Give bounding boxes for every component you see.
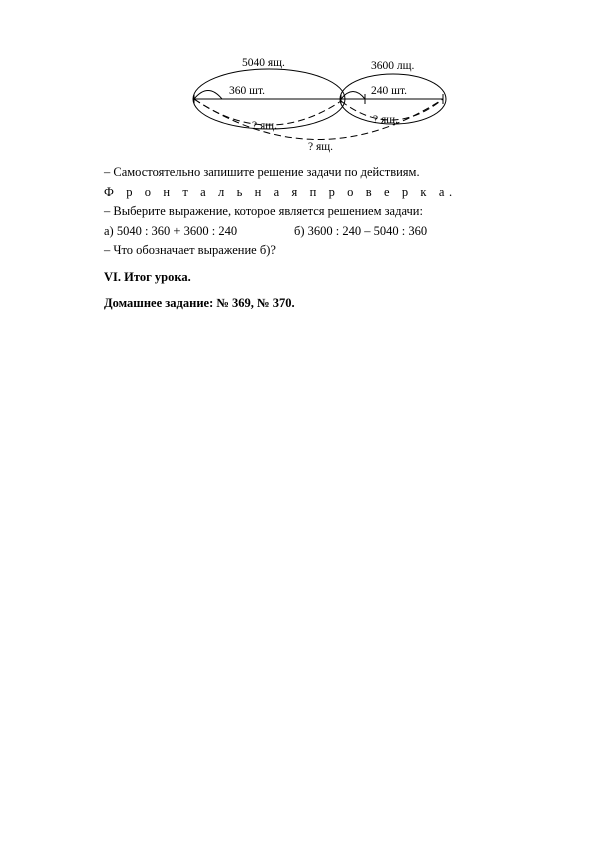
- label-5040: 5040 ящ.: [242, 57, 285, 69]
- expression-a: а) 5040 : 360 + 3600 : 240: [104, 223, 238, 238]
- homework-line: Домашнее задание: № 369, № 370.: [104, 296, 295, 310]
- label-q-right: ? ящ.: [373, 114, 398, 126]
- dashed-arc-total: [194, 99, 443, 140]
- instruction-line-1: – Самостоятельно запишите решение задачи по действиям.: [104, 165, 420, 179]
- expression-options: [104, 222, 564, 242]
- expression-b: б) 3600 : 240 – 5040 : 360: [294, 223, 428, 238]
- label-240: 240 шт.: [371, 85, 408, 97]
- label-360: 360 шт.: [229, 85, 266, 97]
- lesson-text: [104, 163, 564, 314]
- label-q-left: ? ящ.: [252, 120, 277, 132]
- question-line: – Что обозначает выражение б)?: [104, 243, 276, 257]
- section-heading: VI. Итог урока.: [104, 269, 191, 284]
- frontal-check-heading: Ф р о н т а л ь н а я п р о в е р к а.: [104, 184, 457, 199]
- label-3600: 3600 лщ.: [371, 60, 415, 72]
- problem-diagram: [0, 0, 595, 165]
- instruction-line-2: – Выберите выражение, которое является решением задачи:: [104, 204, 423, 218]
- small-arc-left: [194, 91, 222, 100]
- diagram-drawing: [0, 0, 595, 165]
- label-q-total: ? ящ.: [308, 141, 333, 153]
